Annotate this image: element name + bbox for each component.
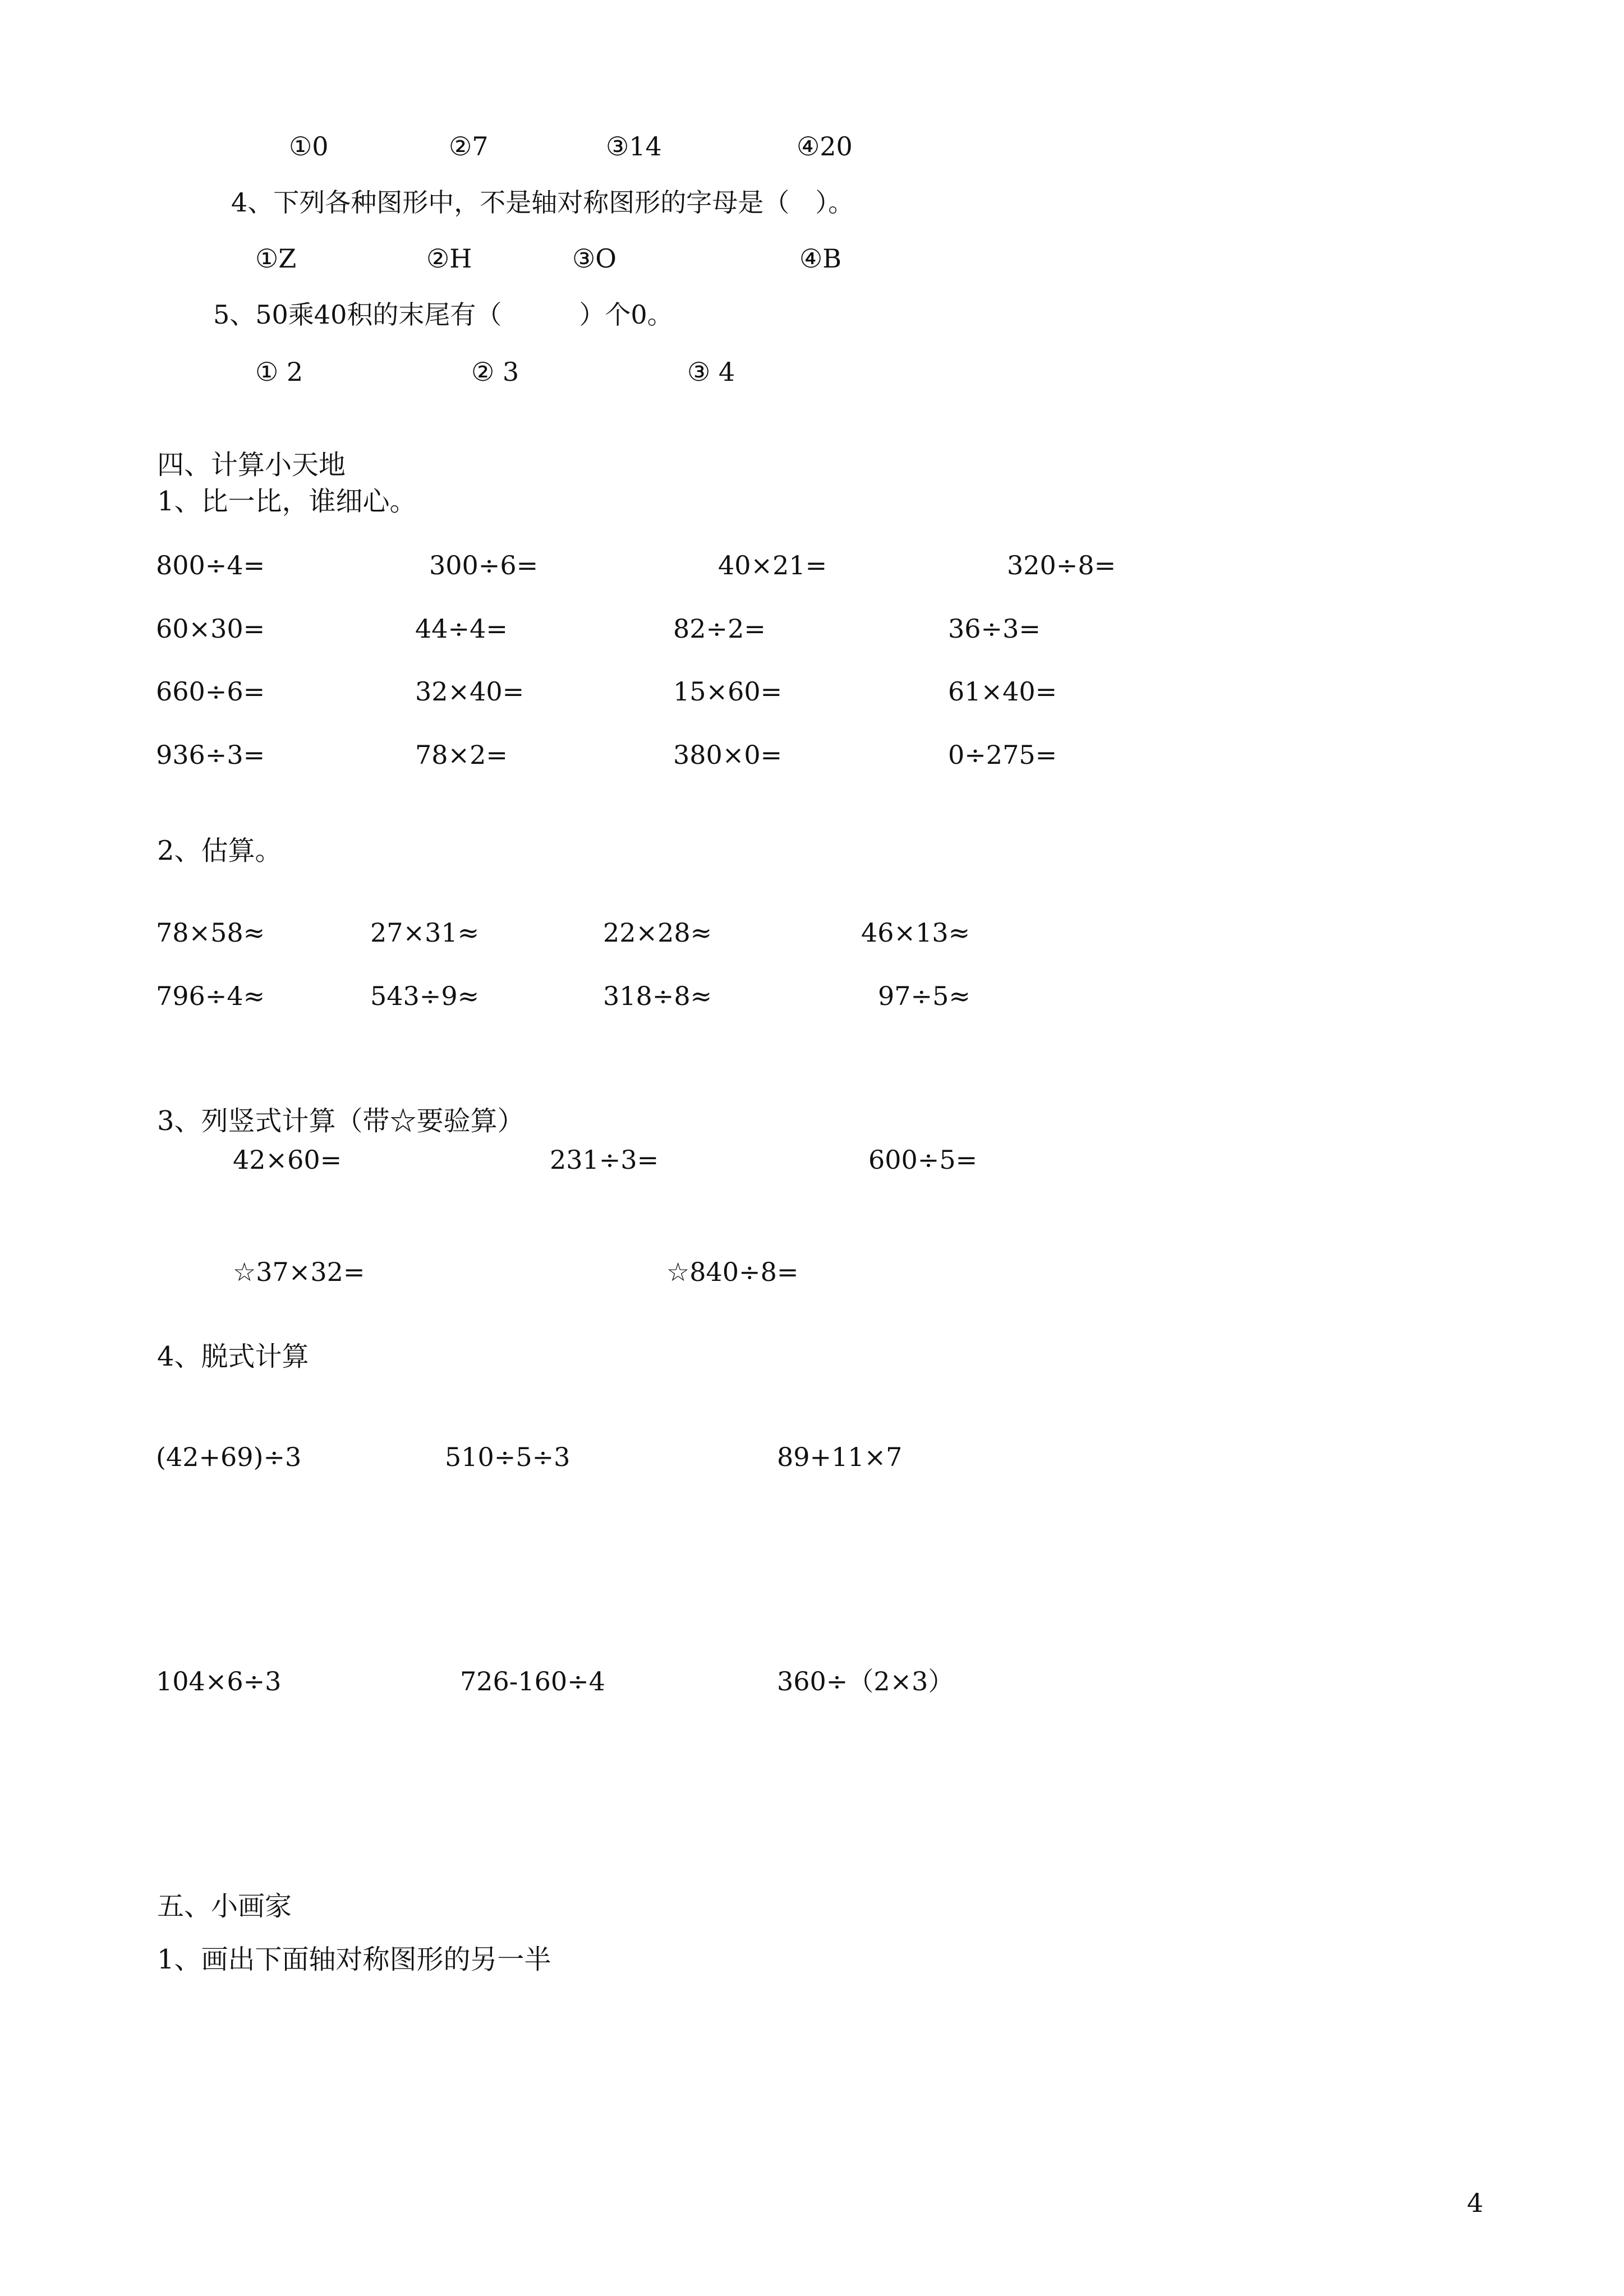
p2-r2-c2: 543÷9≈ (370, 981, 480, 1011)
p1-r3-c3: 15×60= (673, 676, 783, 707)
p4-r2-c1: 104×6÷3 (156, 1666, 282, 1696)
part1-title: 1、比一比，谁细心。 (157, 486, 417, 517)
p1-r1-c3: 40×21= (718, 550, 827, 580)
p2-r1-c4: 46×13≈ (861, 918, 970, 948)
p2-r1-c2: 27×31≈ (370, 918, 480, 948)
q4-option-3: ③O (572, 243, 617, 274)
p1-r4-c2: 78×2= (415, 740, 508, 770)
p3-r2-c1: ☆37×32= (233, 1257, 365, 1287)
q5-question: 5、50乘40积的末尾有（ ）个0。 (213, 299, 673, 330)
p4-r1-c1: (42+69)÷3 (156, 1442, 302, 1472)
p2-r2-c1: 796÷4≈ (156, 981, 265, 1011)
q5-option-2: ② 3 (471, 357, 519, 387)
q3-option-1: ①0 (289, 131, 329, 162)
part4-title: 4、脱式计算 (157, 1341, 309, 1372)
q5-option-1: ① 2 (255, 357, 303, 387)
page-number: 4 (1467, 2188, 1484, 2218)
p1-r3-c4: 61×40= (948, 676, 1057, 707)
section5-part1-title: 1、画出下面轴对称图形的另一半 (157, 1944, 551, 1975)
p2-r2-c4: 97÷5≈ (878, 981, 970, 1011)
p1-r2-c1: 60×30= (156, 614, 265, 644)
p1-r3-c1: 660÷6= (156, 676, 265, 707)
p1-r1-c2: 300÷6= (429, 550, 539, 580)
p1-r1-c1: 800÷4= (156, 550, 265, 580)
p1-r2-c4: 36÷3= (948, 614, 1041, 644)
p1-r2-c2: 44÷4= (415, 614, 508, 644)
p1-r4-c4: 0÷275= (948, 740, 1057, 770)
q4-option-4: ④B (799, 243, 842, 274)
p2-r1-c1: 78×58≈ (156, 918, 265, 948)
p2-r2-c3: 318÷8≈ (603, 981, 712, 1011)
p1-r1-c4: 320÷8= (1007, 550, 1116, 580)
q3-option-3: ③14 (606, 131, 662, 162)
q5-option-3: ③ 4 (687, 357, 735, 387)
q4-question: 4、下列各种图形中，不是轴对称图形的字母是（ ）。 (231, 187, 854, 218)
p3-r1-c1: 42×60= (233, 1145, 342, 1175)
section4-title: 四、计算小天地 (157, 449, 346, 481)
p1-r4-c3: 380×0= (673, 740, 783, 770)
p1-r2-c3: 82÷2= (673, 614, 766, 644)
p1-r4-c1: 936÷3= (156, 740, 265, 770)
q3-option-2: ②7 (449, 131, 489, 162)
part3-title: 3、列竖式计算（带☆要验算） (157, 1105, 525, 1137)
p3-r1-c3: 600÷5= (868, 1145, 978, 1175)
p1-r3-c2: 32×40= (415, 676, 525, 707)
p4-r2-c2: 726-160÷4 (460, 1666, 605, 1696)
p4-r1-c2: 510÷5÷3 (445, 1442, 571, 1472)
p3-r2-c2: ☆840÷8= (666, 1257, 799, 1287)
p2-r1-c3: 22×28≈ (603, 918, 712, 948)
p3-r1-c2: 231÷3= (550, 1145, 659, 1175)
q4-option-2: ②H (426, 243, 472, 274)
section5-title: 五、小画家 (157, 1891, 292, 1922)
p4-r2-c3: 360÷（2×3） (777, 1666, 954, 1696)
part2-title: 2、估算。 (157, 835, 282, 866)
q4-option-1: ①Z (255, 243, 297, 274)
p4-r1-c3: 89+11×7 (777, 1442, 903, 1472)
q3-option-4: ④20 (797, 131, 853, 162)
